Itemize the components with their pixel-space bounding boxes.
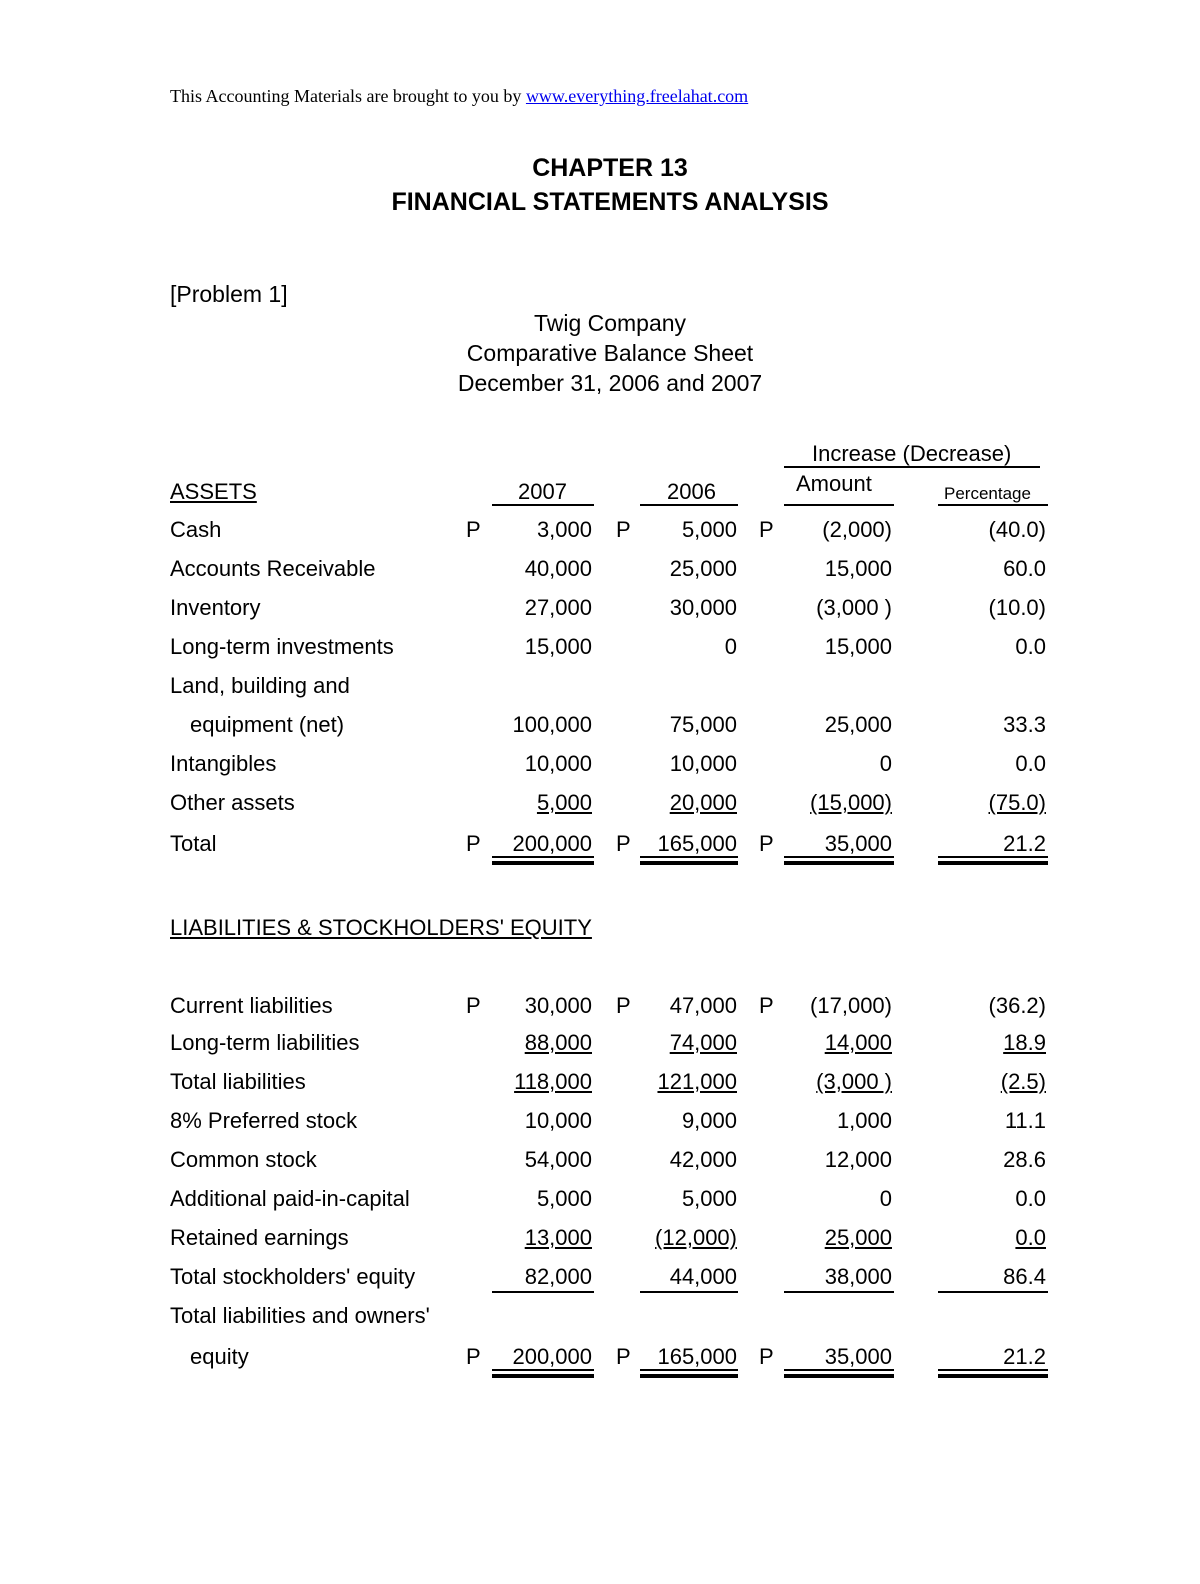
value-2006: 5,000 bbox=[681, 1186, 737, 1211]
double-rule-pct bbox=[938, 861, 1048, 865]
value-2006: 75,000 bbox=[669, 712, 737, 737]
double-rule-v2006 bbox=[640, 1374, 738, 1378]
value-2006: 44,000 bbox=[669, 1264, 737, 1289]
row-label: equity bbox=[190, 1344, 249, 1369]
header-rule-2006 bbox=[640, 504, 738, 506]
value-percentage: 11.1 bbox=[1004, 1108, 1046, 1133]
value-percentage: 33.3 bbox=[1003, 712, 1046, 737]
company-name: Twig Company bbox=[533, 310, 687, 336]
value-2006: 47,000 bbox=[669, 993, 737, 1018]
value-amount: 15,000 bbox=[824, 556, 892, 581]
percentage-header: Percentage bbox=[944, 484, 1031, 503]
header-rule-2007 bbox=[492, 504, 594, 506]
currency-symbol: P bbox=[616, 831, 631, 856]
liabilities-heading: LIABILITIES & STOCKHOLDERS' EQUITY bbox=[170, 915, 592, 940]
value-2007: 40,000 bbox=[524, 556, 592, 581]
rule-pct bbox=[938, 1369, 1048, 1371]
value-2006: 25,000 bbox=[669, 556, 737, 581]
value-2006: 5,000 bbox=[681, 517, 737, 542]
value-2007: 100,000 bbox=[512, 712, 592, 737]
row-label: equipment (net) bbox=[190, 712, 345, 737]
value-2007: 5,000 bbox=[536, 1186, 592, 1211]
chapter-number: CHAPTER 13 bbox=[532, 154, 688, 182]
value-amount: 1,000 bbox=[836, 1108, 892, 1133]
currency-symbol: P bbox=[759, 831, 774, 856]
value-percentage: 0.0 bbox=[1015, 751, 1046, 776]
value-2006: 9,000 bbox=[681, 1108, 737, 1133]
header-rule-percentage bbox=[938, 504, 1048, 506]
row-label: Retained earnings bbox=[170, 1225, 349, 1250]
currency-symbol: P bbox=[466, 993, 481, 1018]
value-2006: 165,000 bbox=[657, 1344, 737, 1369]
year-2006-header: 2006 bbox=[667, 479, 716, 504]
value-2006: 20,000 bbox=[669, 790, 737, 815]
row-label: 8% Preferred stock bbox=[170, 1108, 358, 1133]
value-amount: (15,000) bbox=[810, 790, 892, 815]
double-rule-v2007 bbox=[492, 1374, 594, 1378]
value-amount: 12,000 bbox=[824, 1147, 892, 1172]
row-label: Land, building and bbox=[170, 673, 350, 698]
value-amount: 38,000 bbox=[824, 1264, 892, 1289]
rule-amount bbox=[784, 1291, 894, 1293]
row-label: Total liabilities bbox=[170, 1069, 306, 1094]
value-amount: 0 bbox=[879, 1186, 892, 1211]
rule-v2006 bbox=[640, 1369, 738, 1371]
value-percentage: 21.2 bbox=[1003, 831, 1046, 856]
value-percentage: (40.0) bbox=[988, 517, 1046, 542]
value-percentage: 21.2 bbox=[1003, 1344, 1046, 1369]
year-2007-header: 2007 bbox=[518, 479, 567, 504]
currency-symbol: P bbox=[616, 1344, 631, 1369]
double-rule-v2007 bbox=[492, 861, 594, 865]
currency-symbol: P bbox=[466, 831, 481, 856]
row-label: Long-term liabilities bbox=[170, 1030, 360, 1055]
value-2006: 10,000 bbox=[669, 751, 737, 776]
value-amount: 35,000 bbox=[824, 1344, 892, 1369]
currency-symbol: P bbox=[759, 517, 774, 542]
value-2006: 30,000 bbox=[669, 595, 737, 620]
rule-pct bbox=[938, 856, 1048, 858]
source-note-text: This Accounting Materials are brought to you by bbox=[170, 86, 526, 106]
value-amount: 0 bbox=[879, 751, 892, 776]
rule-v2006 bbox=[640, 856, 738, 858]
currency-symbol: P bbox=[759, 1344, 774, 1369]
currency-symbol: P bbox=[759, 993, 774, 1018]
row-label: Long-term investments bbox=[170, 634, 394, 659]
value-percentage: 18.9 bbox=[1003, 1030, 1046, 1055]
value-2007: 200,000 bbox=[512, 1344, 592, 1369]
row-label: Inventory bbox=[170, 595, 261, 620]
row-label: Accounts Receivable bbox=[170, 556, 376, 581]
value-percentage: 0.0 bbox=[1015, 634, 1046, 659]
header-rule-amount bbox=[784, 504, 894, 506]
value-2007: 10,000 bbox=[524, 751, 592, 776]
currency-symbol: P bbox=[616, 993, 631, 1018]
double-rule-amount bbox=[784, 1374, 894, 1378]
value-percentage: 0.0 bbox=[1015, 1186, 1046, 1211]
row-label: Total bbox=[170, 831, 217, 856]
increase-decrease-header: Increase (Decrease) bbox=[812, 441, 1012, 466]
rule-amount bbox=[784, 1369, 894, 1371]
value-2006: 0 bbox=[724, 634, 737, 659]
value-2007: 15,000 bbox=[524, 634, 592, 659]
value-amount: 15,000 bbox=[824, 634, 892, 659]
value-2007: 13,000 bbox=[524, 1225, 592, 1250]
rule-pct bbox=[938, 1291, 1048, 1293]
rule-v2007 bbox=[492, 1291, 594, 1293]
problem-label: [Problem 1] bbox=[170, 281, 288, 307]
value-amount: (17,000) bbox=[810, 993, 892, 1018]
value-2007: 5,000 bbox=[536, 790, 592, 815]
value-2007: 82,000 bbox=[524, 1264, 592, 1289]
double-rule-amount bbox=[784, 861, 894, 865]
value-percentage: 86.4 bbox=[1003, 1264, 1046, 1289]
row-label: Cash bbox=[170, 517, 222, 542]
rule-amount bbox=[784, 856, 894, 858]
value-percentage: (10.0) bbox=[988, 595, 1046, 620]
value-2007: 118,000 bbox=[514, 1069, 592, 1094]
rule-v2006 bbox=[640, 1291, 738, 1293]
value-2007: 10,000 bbox=[524, 1108, 592, 1133]
value-2006: 42,000 bbox=[669, 1147, 737, 1172]
value-2006: (12,000) bbox=[655, 1225, 737, 1250]
value-amount: (3,000 ) bbox=[816, 595, 892, 620]
value-amount: 35,000 bbox=[824, 831, 892, 856]
value-2007: 200,000 bbox=[512, 831, 592, 856]
row-label: Additional paid-in-capital bbox=[170, 1186, 410, 1211]
value-2006: 121,000 bbox=[657, 1069, 737, 1094]
row-label: Current liabilities bbox=[170, 993, 333, 1018]
source-note bbox=[170, 86, 748, 107]
value-percentage: (75.0) bbox=[988, 790, 1046, 815]
double-rule-pct bbox=[938, 1374, 1048, 1378]
value-2006: 74,000 bbox=[669, 1030, 737, 1055]
value-amount: (3,000 ) bbox=[816, 1069, 892, 1094]
group-header-rule bbox=[784, 466, 1040, 468]
currency-symbol: P bbox=[466, 1344, 481, 1369]
value-percentage: (36.2) bbox=[988, 993, 1046, 1018]
value-2006: 165,000 bbox=[657, 831, 737, 856]
value-2007: 3,000 bbox=[536, 517, 592, 542]
row-label: Total liabilities and owners' bbox=[170, 1303, 430, 1328]
chapter-title: FINANCIAL STATEMENTS ANALYSIS bbox=[391, 188, 829, 216]
source-link[interactable]: www.everything.freelahat.com bbox=[525, 86, 749, 106]
row-label: Common stock bbox=[170, 1147, 317, 1172]
value-percentage: (2.5) bbox=[1000, 1069, 1046, 1094]
row-label: Intangibles bbox=[170, 751, 277, 776]
rule-v2007 bbox=[492, 1369, 594, 1371]
amount-header: Amount bbox=[796, 471, 872, 496]
value-2007: 54,000 bbox=[524, 1147, 592, 1172]
value-2007: 88,000 bbox=[524, 1030, 592, 1055]
value-amount: 25,000 bbox=[824, 1225, 892, 1250]
currency-symbol: P bbox=[616, 517, 631, 542]
currency-symbol: P bbox=[466, 517, 481, 542]
value-2007: 27,000 bbox=[524, 595, 592, 620]
row-label: Other assets bbox=[170, 790, 295, 815]
value-percentage: 28.6 bbox=[1003, 1147, 1046, 1172]
rule-v2007 bbox=[492, 856, 594, 858]
value-2007: 30,000 bbox=[524, 993, 592, 1018]
statement-date: December 31, 2006 and 2007 bbox=[457, 370, 763, 396]
value-amount: (2,000) bbox=[822, 517, 892, 542]
row-label: Total stockholders' equity bbox=[170, 1264, 416, 1289]
statement-name: Comparative Balance Sheet bbox=[466, 340, 754, 366]
value-amount: 25,000 bbox=[824, 712, 892, 737]
double-rule-v2006 bbox=[640, 861, 738, 865]
value-percentage: 60.0 bbox=[1003, 556, 1046, 581]
value-percentage: 0.0 bbox=[1015, 1225, 1046, 1250]
assets-heading: ASSETS bbox=[170, 479, 257, 504]
value-amount: 14,000 bbox=[824, 1030, 892, 1055]
